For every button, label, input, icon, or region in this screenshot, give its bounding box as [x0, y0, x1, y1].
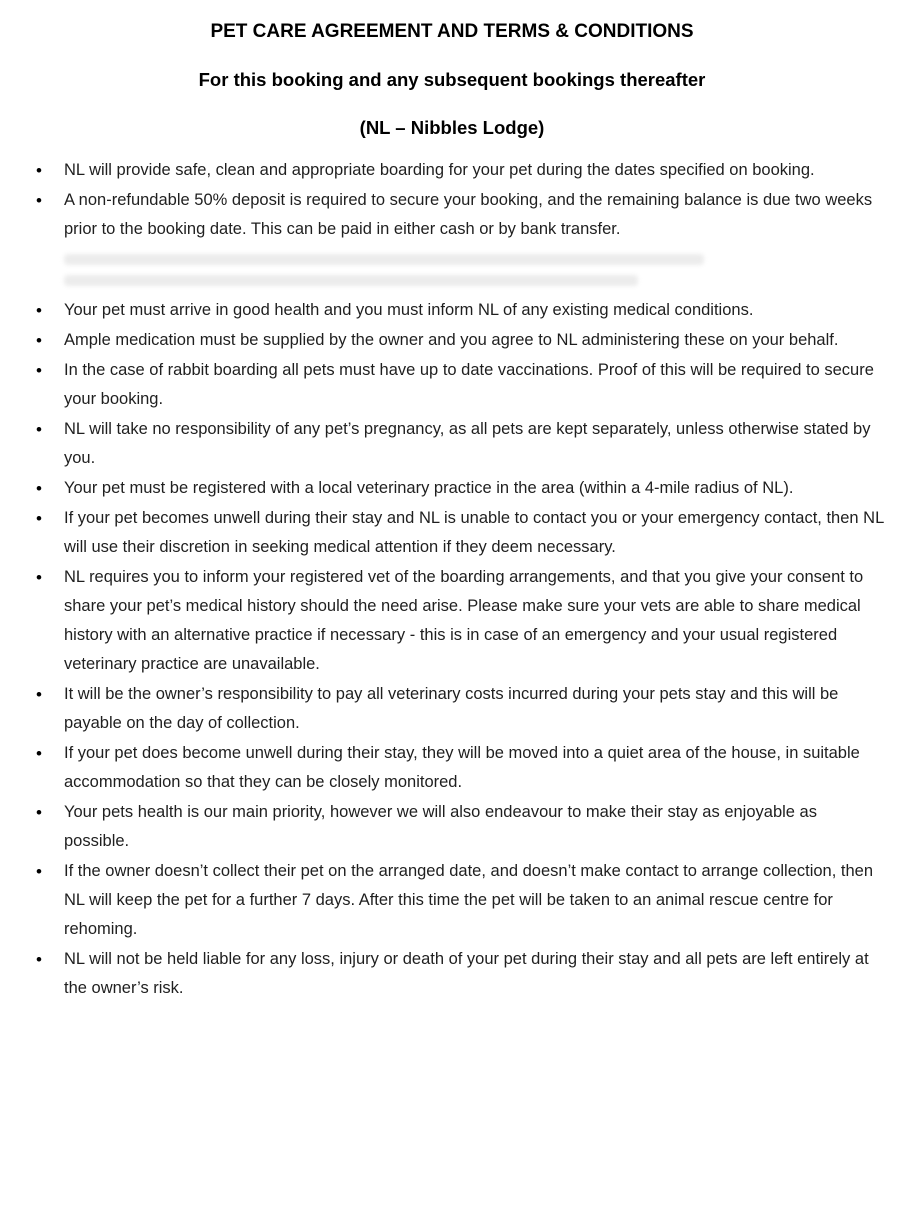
- terms-bullet-text: Your pet must arrive in good health and you must inform NL of any existing medical conditions.: [64, 301, 754, 319]
- terms-bullet-item: [0, 504, 904, 562]
- terms-bullet-text: NL will not be held liable for any loss, injury or death of your pet during their stay and all pets are left entirely at the owner’s risk.: [64, 950, 869, 997]
- terms-bullet-item: [0, 798, 904, 856]
- terms-bullet-text: Your pet must be registered with a local veterinary practice in the area (within a 4-mile radius of NL).: [64, 479, 794, 497]
- terms-bullet-text: If your pet becomes unwell during their stay and NL is unable to contact you or your emergency contact, then NL will use their discretion in seeking medical attention if they deem necessary.: [64, 509, 884, 556]
- terms-bullet-item: [0, 945, 904, 1003]
- terms-bullet-text: NL requires you to inform your registered vet of the boarding arrangements, and that you give your consent to share your pet’s medical history should the need arise. Please make sure your vets are able to share medical history with an alternative practice if necessary - this is in case of an emergency and your usual registered veterinary practice are unavailable.: [64, 568, 864, 673]
- terms-bullet-item: [0, 186, 904, 286]
- terms-bullet-item: [0, 156, 904, 185]
- terms-bullet-item: [0, 563, 904, 679]
- terms-bullet-text: Your pets health is our main priority, however we will also endeavour to make their stay as enjoyable as possible.: [64, 803, 817, 850]
- terms-bullet-item: [0, 739, 904, 797]
- terms-bullet-item: [0, 415, 904, 473]
- terms-bullet-text: NL will provide safe, clean and appropriate boarding for your pet during the dates specified on booking.: [64, 161, 815, 179]
- terms-list: [0, 156, 904, 1003]
- terms-bullet-item: [0, 680, 904, 738]
- faded-text-line: [64, 275, 638, 286]
- document-title: PET CARE AGREEMENT AND TERMS & CONDITIONS: [210, 21, 694, 42]
- terms-bullet-text: A non-refundable 50% deposit is required to secure your booking, and the remaining balance is due two weeks prior to the booking date. This can be paid in either cash or by bank transfer.: [64, 191, 873, 238]
- terms-bullet-item: [0, 356, 904, 414]
- terms-bullet-text: In the case of rabbit boarding all pets must have up to date vaccinations. Proof of this will be required to secure your booking.: [64, 361, 874, 408]
- terms-bullet-text: It will be the owner’s responsibility to pay all veterinary costs incurred during your pets stay and this will be payable on the day of collection.: [64, 685, 839, 732]
- document-subtitle-lodge-name: (NL – Nibbles Lodge): [359, 117, 545, 138]
- terms-bullet-text: NL will take no responsibility of any pet’s pregnancy, as all pets are kept separately, unless otherwise stated by you.: [64, 420, 871, 467]
- terms-bullet-text: If the owner doesn’t collect their pet on the arranged date, and doesn’t make contact to arrange collection, then NL will keep the pet for a further 7 days. After this time the pet will be taken to an animal rescue centre for rehoming.: [64, 862, 874, 938]
- terms-bullet-text: If your pet does become unwell during their stay, they will be moved into a quiet area of the house, in suitable accommodation so that they can be closely monitored.: [64, 744, 860, 791]
- terms-bullet-item: [0, 296, 904, 325]
- faded-text-remnant: [64, 254, 884, 286]
- terms-bullet-text: Ample medication must be supplied by the owner and you agree to NL administering these on your behalf.: [64, 331, 839, 349]
- faded-text-line: [64, 254, 704, 265]
- terms-bullet-item: [0, 326, 904, 355]
- terms-bullet-item: [0, 474, 904, 503]
- document-subtitle: For this booking and any subsequent bookings thereafter: [198, 69, 706, 90]
- terms-bullet-item: [0, 857, 904, 944]
